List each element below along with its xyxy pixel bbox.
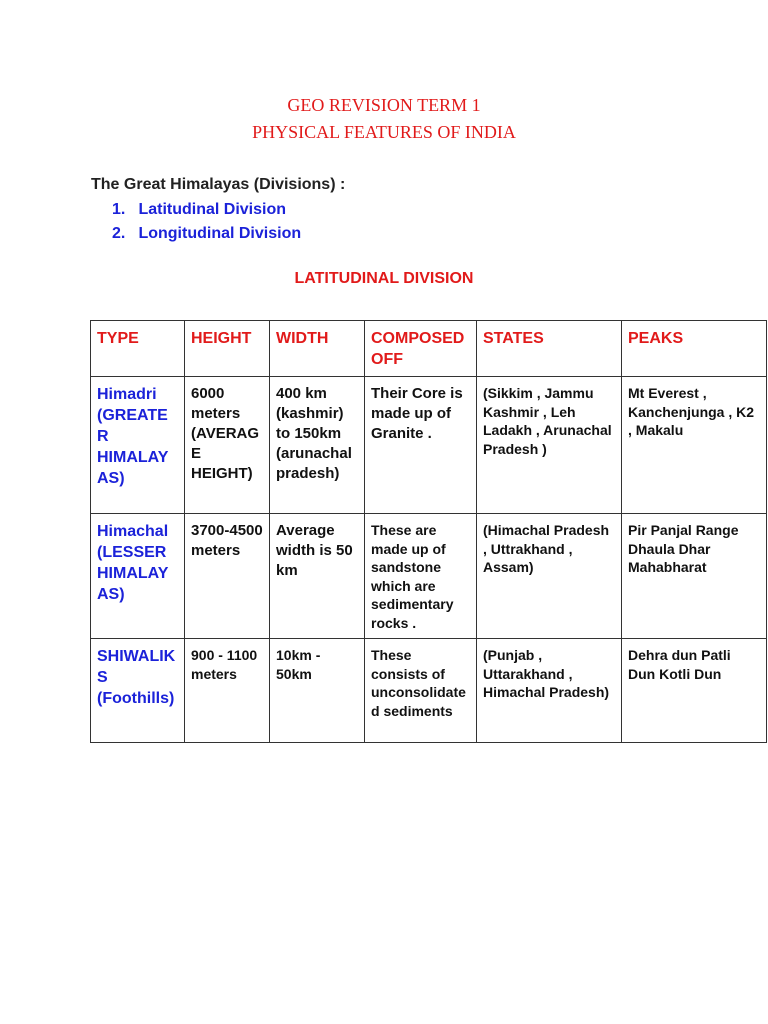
cell-height: 3700-4500 meters [185, 514, 270, 639]
cell-composed: These consists of unconsolidated sediments [365, 639, 477, 743]
cell-states: (Punjab , Uttarakhand , Himachal Pradesh) [477, 639, 622, 743]
header-states: STATES [477, 321, 622, 377]
cell-peaks: Dehra dun Patli Dun Kotli Dun [622, 639, 767, 743]
cell-type: Himadri (GREATER HIMALAYAS) [91, 377, 185, 514]
doc-title-line2: PHYSICAL FEATURES OF INDIA [252, 122, 516, 142]
divisions-table [90, 320, 767, 743]
cell-width: Average width is 50 km [270, 514, 365, 639]
header-height: HEIGHT [185, 321, 270, 377]
doc-title-line1: GEO REVISION TERM 1 [287, 95, 481, 115]
cell-width: 10km - 50km [270, 639, 365, 743]
cell-type: SHIWALIKS (Foothills) [91, 639, 185, 743]
cell-peaks: Pir Panjal Range Dhaula Dhar Mahabharat [622, 514, 767, 639]
list-item [112, 198, 301, 222]
cell-composed: Their Core is made up of Granite . [365, 377, 477, 514]
list-number: 2. [112, 225, 126, 242]
header-peaks: PEAKS [622, 321, 767, 377]
cell-states: (Himachal Pradesh , Uttrakhand , Assam) [477, 514, 622, 639]
list-label: Latitudinal Division [138, 201, 287, 218]
cell-width: 400 km (kashmir) to 150km (arunachal pradesh) [270, 377, 365, 514]
cell-composed: These are made up of sandstone which are sedimentary rocks . [365, 514, 477, 639]
list-item [112, 222, 301, 246]
cell-type: Himachal (LESSER HIMALAYAS) [91, 514, 185, 639]
intro-heading: The Great Himalayas (Divisions) : [91, 176, 346, 193]
cell-height: 6000 meters (AVERAGE HEIGHT) [185, 377, 270, 514]
header-width: WIDTH [270, 321, 365, 377]
table-header-row [91, 321, 767, 377]
header-composed: COMPOSED OFF [365, 321, 477, 377]
table-row [91, 377, 767, 514]
list-number: 1. [112, 201, 126, 218]
table-row [91, 639, 767, 743]
cell-peaks: Mt Everest , Kanchenjunga , K2 , Makalu [622, 377, 767, 514]
header-type: TYPE [91, 321, 185, 377]
list-label: Longitudinal Division [138, 225, 302, 242]
cell-states: (Sikkim , Jammu Kashmir , Leh Ladakh , Arunachal Pradesh ) [477, 377, 622, 514]
section-title: LATITUDINAL DIVISION [294, 270, 474, 287]
division-list [112, 198, 301, 246]
table-row [91, 514, 767, 639]
cell-height: 900 - 1100 meters [185, 639, 270, 743]
